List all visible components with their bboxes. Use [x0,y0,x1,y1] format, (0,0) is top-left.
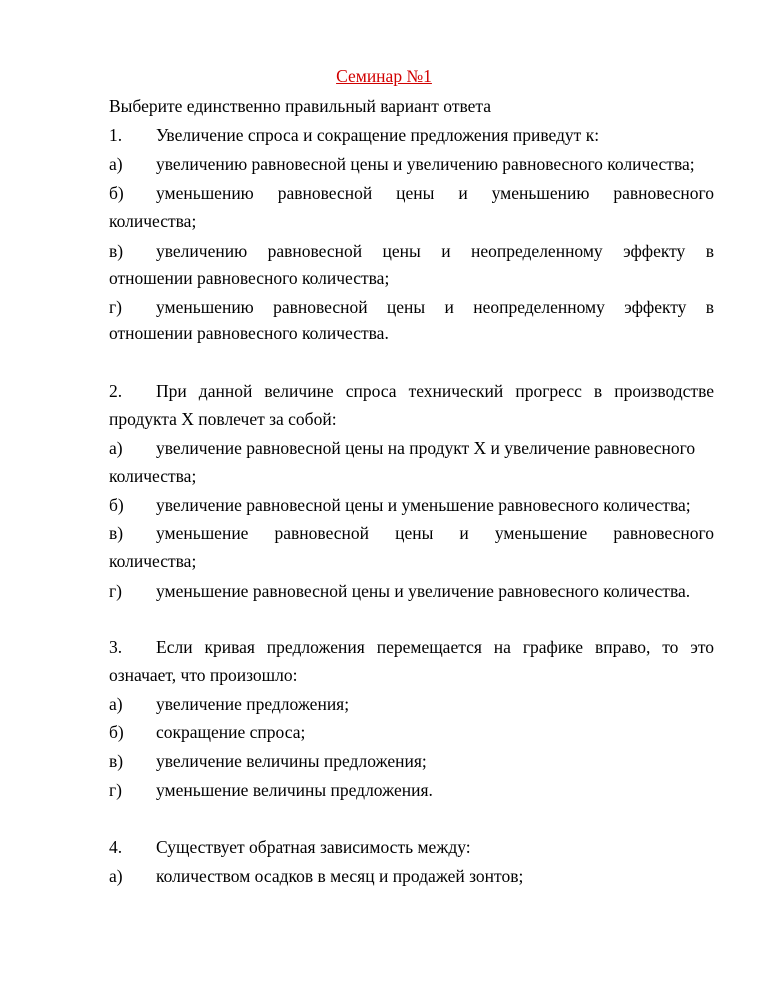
option-1d-continuation: отношении равновесного количества. [109,323,389,343]
page-title: Семинар №1 [336,66,432,86]
option-1c [109,240,714,262]
option-4a [109,865,714,887]
option-label: в) [109,523,124,543]
option-text: уменьшение равновесной цены и уменьшение равновесного [156,523,714,543]
question-text: При данной величине спроса технический прогресс в производстве [156,381,714,401]
question-2-continuation: продукта Х повлечет за собой: [109,409,337,429]
option-label: б) [109,722,124,742]
option-text: увеличение предложения; [156,694,350,714]
option-2b [109,494,714,516]
option-1c-continuation: отношении равновесного количества; [109,268,390,288]
option-1b [109,182,714,204]
question-3 [109,636,714,658]
option-text: увеличение равновесной цены на продукт Х и увеличение равновесного [156,438,696,458]
question-4 [109,836,714,858]
option-1b-continuation: количества; [109,211,197,231]
option-2d [109,580,714,602]
option-text: уменьшению равновесной цены и уменьшению равновесного [156,183,714,203]
option-text: увеличению равновесной цены и увеличению равновесного количества; [156,154,695,174]
option-label: б) [109,183,124,203]
question-2 [109,380,714,402]
option-3b [109,721,714,743]
option-2c [109,522,714,544]
option-1a [109,153,714,175]
option-text: количеством осадков в месяц и продажей зонтов; [156,866,524,886]
option-label: г) [109,780,123,800]
option-text: уменьшение величины предложения. [156,780,433,800]
option-text: сокращение спроса; [156,722,306,742]
option-label: в) [109,241,124,261]
option-label: а) [109,694,123,714]
option-2a [109,437,714,459]
option-label: г) [109,297,123,317]
question-text: Если кривая предложения перемещается на графике вправо, то это [156,637,714,657]
question-number: 3. [109,637,123,657]
question-number: 4. [109,837,123,857]
option-3a [109,693,714,715]
option-text: увеличение величины предложения; [156,751,427,771]
option-text: увеличению равновесной цены и неопределенному эффекту в [156,241,714,261]
option-3c [109,750,714,772]
question-number: 1. [109,125,123,145]
question-1 [109,124,714,146]
question-text: Существует обратная зависимость между: [156,837,471,857]
instruction-text: Выберите единственно правильный вариант ответа [109,96,492,116]
option-2c-continuation: количества; [109,551,197,571]
option-text: увеличение равновесной цены и уменьшение равновесного количества; [156,495,691,515]
option-text: уменьшение равновесной цены и увеличение равновесного количества. [156,581,691,601]
option-3d [109,779,714,801]
option-2a-continuation: количества; [109,466,197,486]
option-text: уменьшению равновесной цены и неопределенному эффекту в [156,297,714,317]
option-label: г) [109,581,123,601]
question-3-continuation: означает, что произошло: [109,665,298,685]
option-label: в) [109,751,124,771]
option-label: б) [109,495,124,515]
question-number: 2. [109,381,123,401]
option-1d [109,296,714,318]
option-label: а) [109,866,123,886]
question-text: Увеличение спроса и сокращение предложения приведут к: [156,125,600,145]
option-label: а) [109,154,123,174]
option-label: а) [109,438,123,458]
